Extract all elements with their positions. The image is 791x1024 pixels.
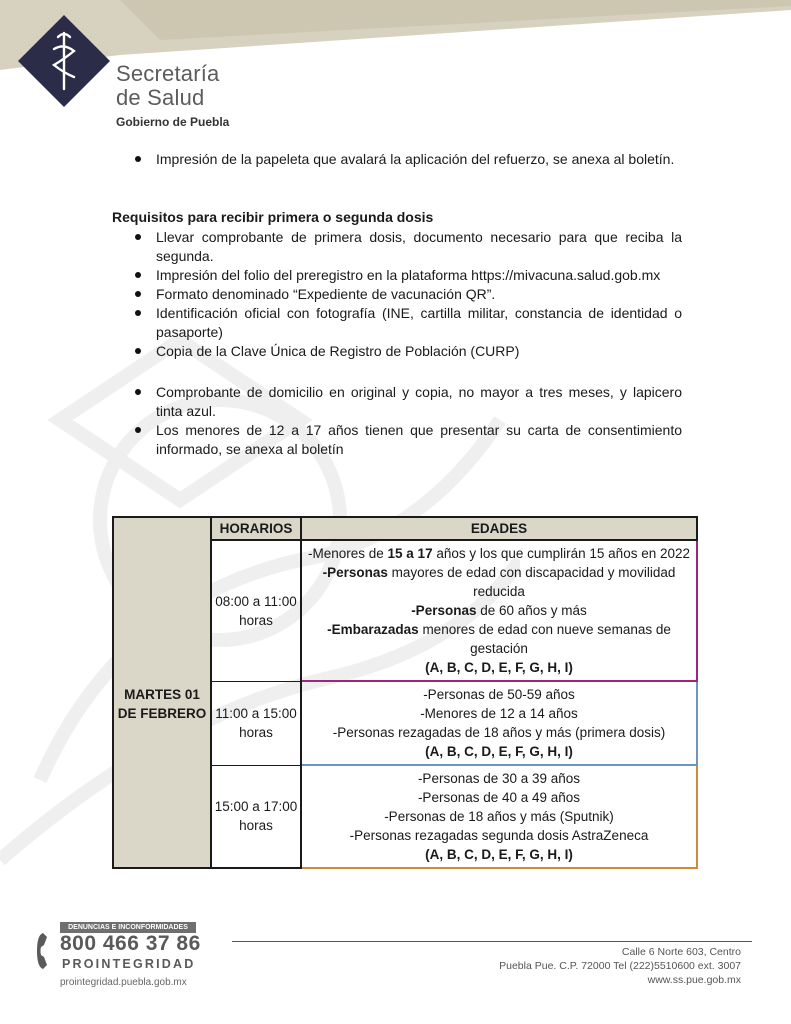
- age-group-line: -Menores de 12 a 14 años: [420, 706, 578, 721]
- age-group-line: -Personas de 18 años y más (Sputnik): [384, 809, 614, 824]
- vaccination-schedule-table: [112, 516, 698, 869]
- hotline-number: 800 466 37 86: [60, 932, 201, 955]
- ages-cell: [301, 540, 697, 681]
- website-link: www.ss.pue.gob.mx: [647, 974, 741, 986]
- footer-address: [499, 945, 741, 987]
- age-group-line: -Personas de 50-59 años: [423, 687, 575, 702]
- org-title: Secretaría de Salud: [116, 61, 220, 110]
- header-band: [0, 0, 791, 70]
- list-item: Comprobante de domicilio en original y copia, no mayor a tres meses, y lapicero tinta azul.: [112, 383, 682, 421]
- day-cell: MARTES 01 DE FEBRERO: [113, 540, 211, 868]
- phone-icon: [35, 931, 59, 971]
- column-header-horarios: HORARIOS: [211, 517, 301, 540]
- age-group-line: -Embarazadas menores de edad con nueve semanas de gestación: [327, 622, 671, 656]
- letters-line: (A, B, C, D, E, F, G, H, I): [425, 847, 573, 862]
- bullet-icon: [135, 389, 141, 395]
- list-item: Formato denominado “Expediente de vacunación QR”.: [112, 285, 682, 304]
- bullet-icon: [135, 427, 141, 433]
- list-item: Impresión de la papeleta que avalará la aplicación del refuerzo, se anexa al boletín.: [112, 150, 682, 169]
- letters-line: (A, B, C, D, E, F, G, H, I): [425, 660, 573, 675]
- address-line: Calle 6 Norte 603, Centro: [621, 946, 741, 958]
- ages-cell: [301, 681, 697, 765]
- list-item: Identificación oficial con fotografía (INE, cartilla militar, constancia de identidad o pasaporte): [112, 304, 682, 342]
- list-item: Llevar comprobante de primera dosis, documento necesario para que reciba la segunda.: [112, 228, 682, 266]
- requirements-list-extra: [112, 383, 682, 459]
- list-item: Los menores de 12 a 17 años tienen que presentar su carta de consentimiento informado, se anexa al boletín: [112, 421, 682, 459]
- program-name: PROINTEGRIDAD: [62, 957, 196, 971]
- ages-cell: [301, 765, 697, 868]
- table-header-row: [113, 517, 697, 540]
- age-group-line: -Personas rezagadas segunda dosis AstraZeneca: [349, 828, 649, 843]
- time-cell: 15:00 a 17:00 horas: [211, 765, 301, 868]
- bullet-icon: [135, 234, 141, 240]
- bullet-icon: [135, 348, 141, 354]
- requirements-heading: Requisitos para recibir primera o segunda dosis: [112, 209, 434, 225]
- address-line: Puebla Pue. C.P. 72000 Tel (222)5510600 ext. 3007: [499, 960, 741, 972]
- requirements-list: [112, 228, 682, 361]
- age-group-line: -Personas de 60 años y más: [411, 603, 587, 618]
- age-group-line: -Personas rezagadas de 18 años y más (primera dosis): [332, 725, 666, 740]
- table-row: [113, 540, 697, 681]
- age-group-line: -Personas de 40 a 49 años: [417, 790, 581, 805]
- column-header-edades: EDADES: [301, 517, 697, 540]
- org-subtitle: Gobierno de Puebla: [116, 115, 230, 129]
- bullet-icon: [135, 291, 141, 297]
- time-cell: 08:00 a 11:00 horas: [211, 540, 301, 681]
- age-group-line: -Personas de 30 a 39 años: [417, 771, 581, 786]
- age-group-line: -Personas mayores de edad con discapacidad y movilidad reducida: [322, 565, 676, 599]
- table-corner: [113, 517, 211, 540]
- age-group-line: -Menores de 15 a 17 años y los que cumplirán 15 años en 2022: [307, 546, 691, 561]
- bullet-icon: [135, 272, 141, 278]
- bullet-icon: [135, 310, 141, 316]
- bullet-icon: [135, 156, 141, 162]
- list-item: Impresión del folio del preregistro en la plataforma https://mivacuna.salud.gob.mx: [112, 266, 682, 285]
- health-logo-icon: [18, 15, 110, 107]
- footer-divider: [232, 941, 752, 942]
- letters-line: (A, B, C, D, E, F, G, H, I): [425, 744, 573, 759]
- time-cell: 11:00 a 15:00 horas: [211, 681, 301, 765]
- top-bullet-list: [112, 150, 682, 169]
- program-url: prointegridad.puebla.gob.mx: [60, 977, 187, 988]
- denuncias-banner: DENUNCIAS E INCONFORMIDADES: [60, 922, 196, 933]
- list-item: Copia de la Clave Única de Registro de Población (CURP): [112, 342, 682, 361]
